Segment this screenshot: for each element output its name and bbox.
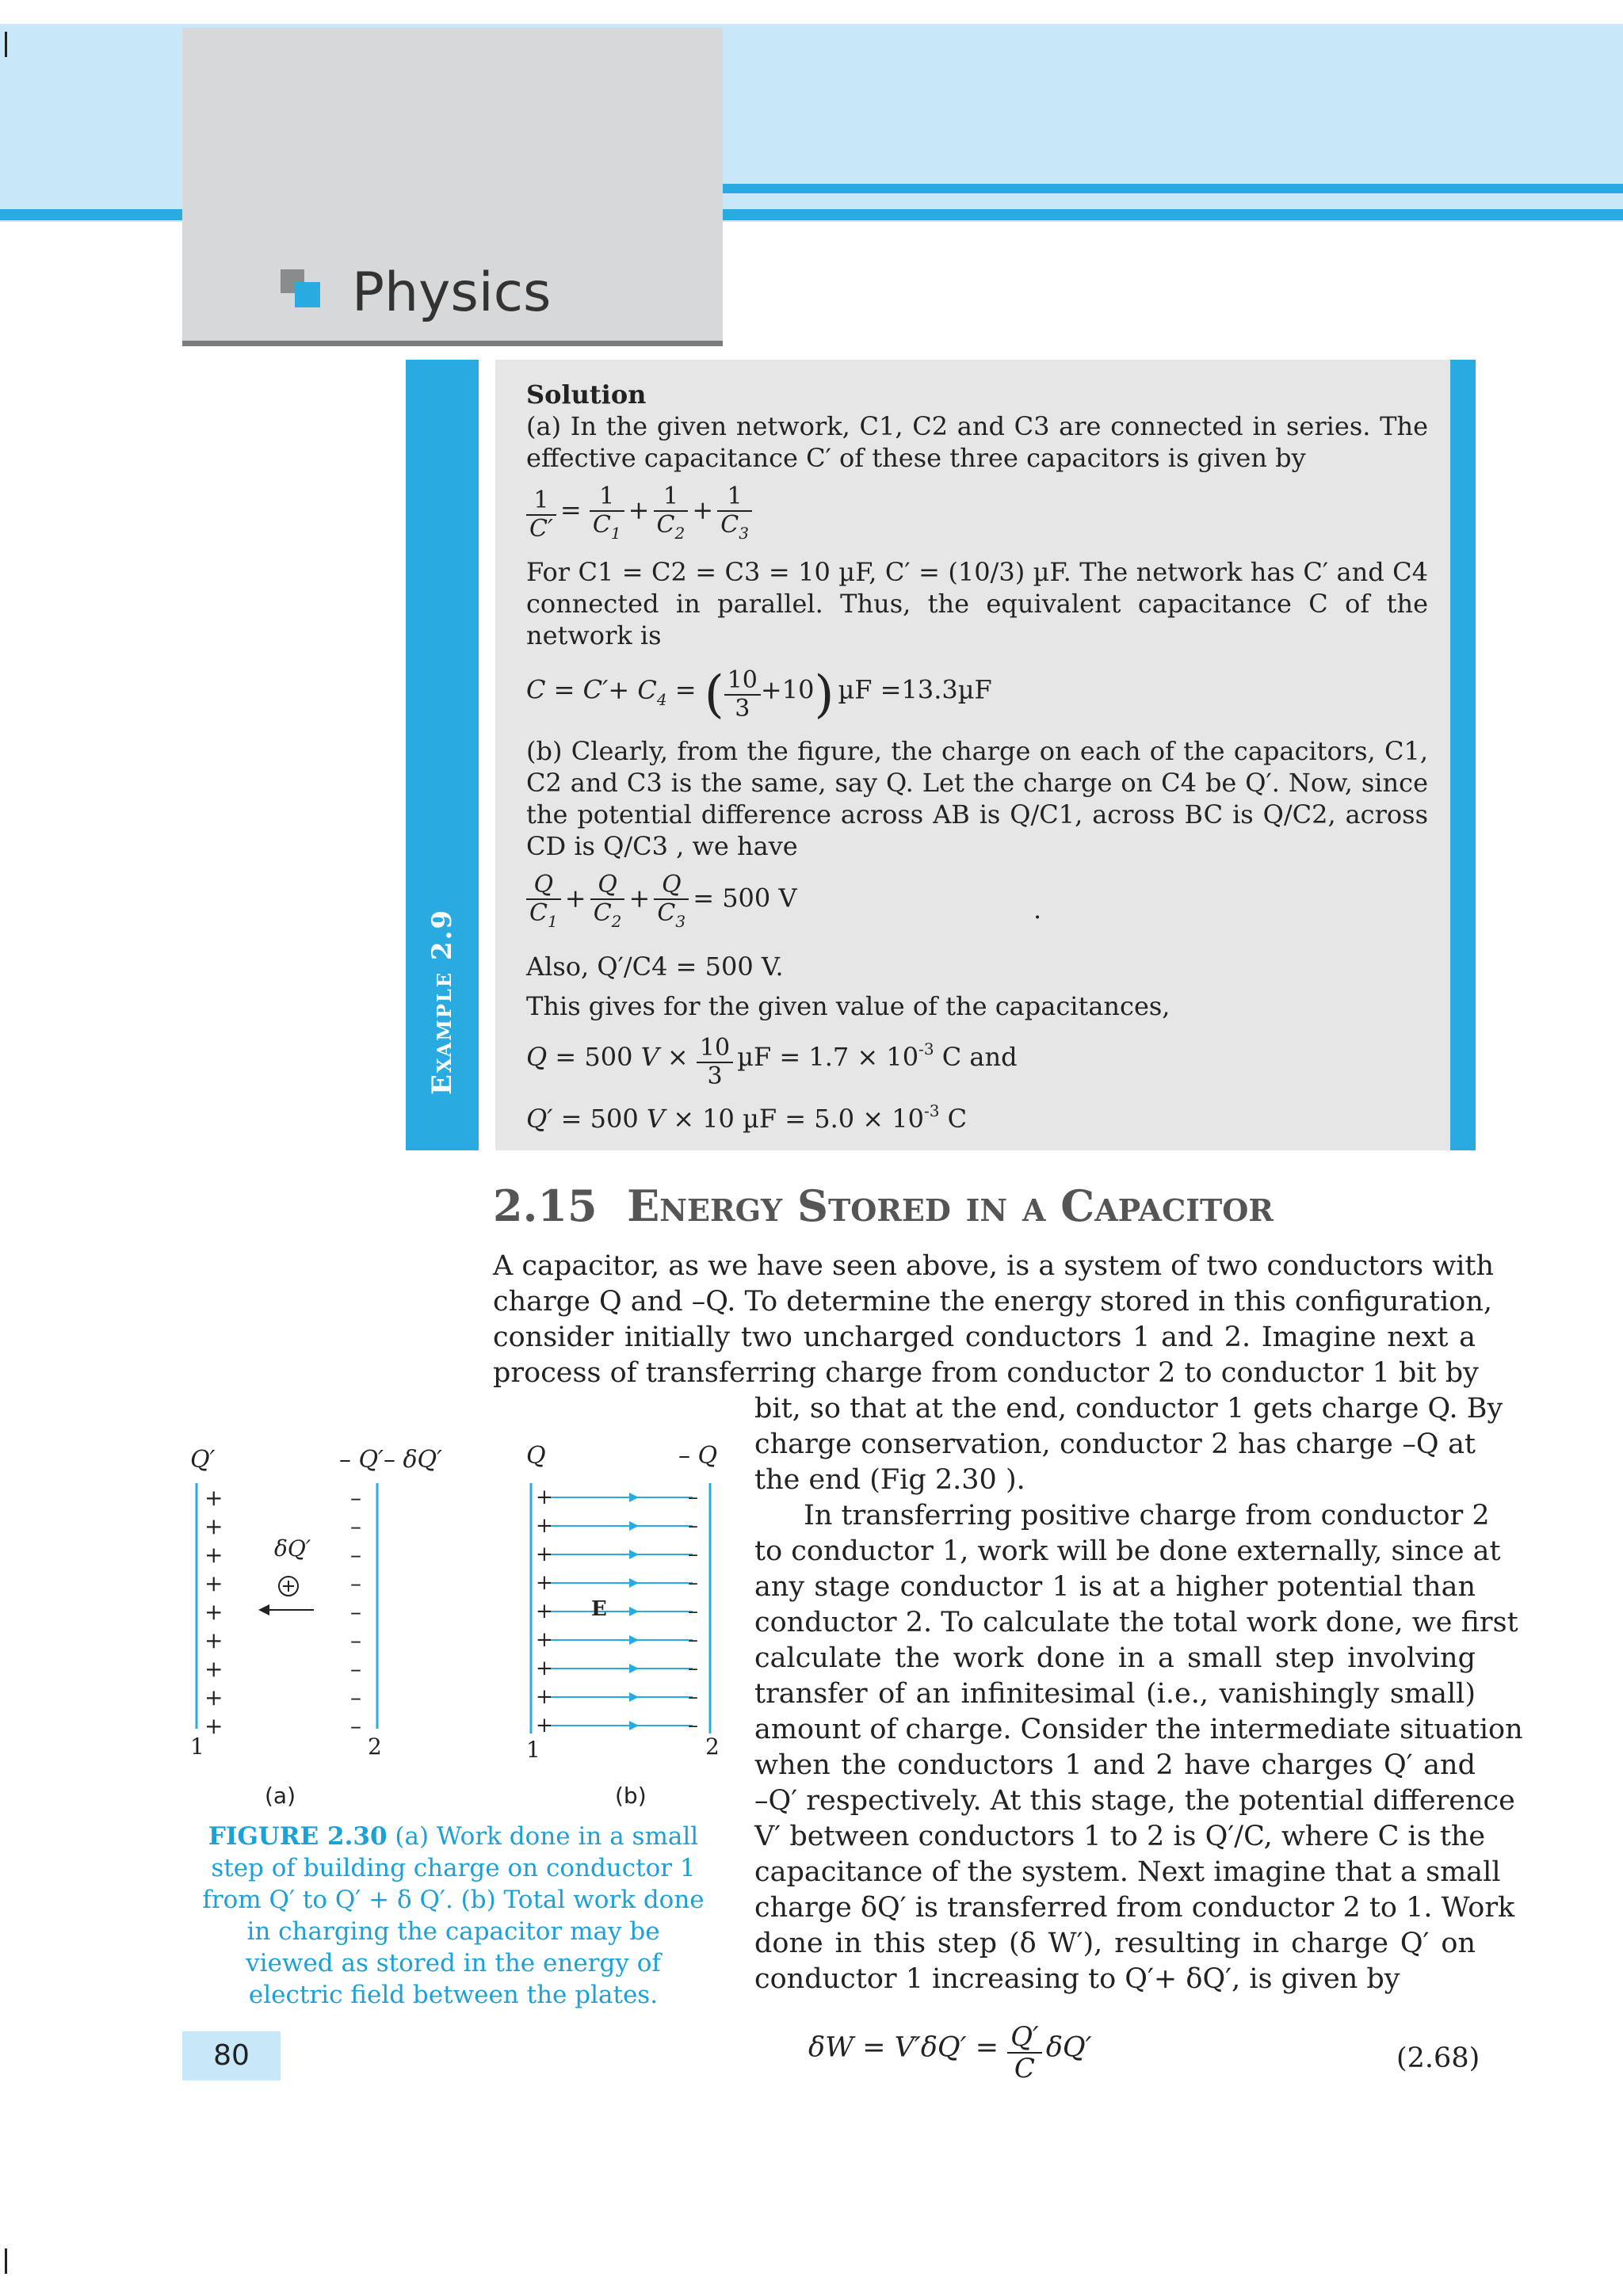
example-text-line: For C1 = C2 = C3 = 10 µF, C′ = (10/3) µF. The network has C′ and C4 [526, 557, 1428, 587]
body-text-line: capacitance of the system. Next imagine that a small [754, 1856, 1501, 1888]
example-text-line: (b) Clearly, from the figure, the charge on each of the capacitors, C1, [526, 736, 1428, 766]
minus-charges [688, 1486, 698, 1737]
body-text-line: charge conservation, conductor 2 has charge –Q at [754, 1428, 1476, 1460]
svg-text:–: – [688, 1571, 698, 1595]
body-text-line: amount of charge. Consider the intermediate situation [754, 1714, 1523, 1745]
crop-mark [5, 32, 7, 57]
svg-text:+: + [204, 1684, 223, 1711]
example-text-line: the potential difference across AB is Q/C1, across BC is Q/C2, across [526, 799, 1428, 830]
svg-text:+: + [204, 1656, 223, 1682]
body-text-line: A capacitor, as we have seen above, is a system of two conductors with [493, 1250, 1495, 1282]
svg-text:–: – [688, 1657, 698, 1680]
caption-line: from Q′ to Q′ + δ Q′. (b) Total work done [202, 1886, 705, 1914]
fig-a-plate2-label: 2 [368, 1733, 382, 1760]
body-text-line: bit, so that at the end, conductor 1 gets charge Q. By [754, 1393, 1503, 1425]
body-text-line: –Q′ respectively. At this stage, the potential difference [754, 1785, 1515, 1817]
body-text-line: transfer of an infinitesimal (i.e., vanishingly small) [754, 1678, 1476, 1710]
svg-text:+: + [536, 1628, 553, 1652]
example-text-line: C2 and C3 is the same, say Q. Let the charge on C4 be Q′. Now, since [526, 768, 1428, 798]
svg-text:+: + [536, 1514, 553, 1538]
svg-text:–: – [688, 1486, 698, 1509]
square-logo-icon [295, 282, 320, 307]
solution-heading: Solution [526, 379, 647, 410]
caption-line: in charging the capacitor may be [246, 1917, 660, 1946]
svg-text:–: – [688, 1714, 698, 1737]
svg-text:+: + [204, 1599, 223, 1625]
field-lines [548, 1497, 693, 1726]
svg-text:–: – [350, 1713, 361, 1739]
fig-b-plate1-label: 1 [526, 1737, 540, 1763]
svg-text:–: – [350, 1513, 361, 1539]
equation-2: $C = C'+ C_4$ = ( $\frac{10}{3}$ +10) µF =13.3µF [526, 666, 992, 724]
svg-text:+: + [536, 1486, 553, 1509]
body-text-line: to conductor 1, work will be done externally, since at [754, 1535, 1501, 1567]
caption-figure-number: FIGURE 2.30 [208, 1822, 388, 1851]
plus-charges [536, 1486, 553, 1737]
fig-b-diagram [520, 1474, 734, 1767]
svg-text:–: – [350, 1570, 361, 1596]
fig-a-left-label: Q′ [190, 1446, 216, 1474]
fig-b-field-label: E [591, 1597, 607, 1621]
figure-b [520, 1442, 734, 1775]
svg-text:–: – [688, 1514, 698, 1538]
example-text-line: CD is Q/C3 , we have [526, 831, 798, 861]
body-text-line: when the conductors 1 and 2 have charges Q′ and [754, 1749, 1476, 1781]
plus-charges [204, 1485, 223, 1739]
body-text-line: any stage conductor 1 is at a higher potential than [754, 1571, 1476, 1603]
caption-line: step of building charge on conductor 1 [211, 1854, 696, 1882]
svg-text:–: – [350, 1599, 361, 1625]
body-text-line: charge Q and –Q. To determine the energy stored in this configuration, [493, 1286, 1493, 1318]
svg-text:+: + [536, 1657, 553, 1680]
fig-a-plate1-label: 1 [190, 1733, 204, 1760]
equation-2-68: δW = V′δQ′ = $\frac{Q'}{C}$ δQ′ [808, 2021, 1092, 2084]
fig-a-sub: (a) [265, 1783, 296, 1809]
svg-text:+: + [536, 1714, 553, 1737]
body-text-line: process of transferring charge from conductor 2 to conductor 1 bit by [493, 1357, 1479, 1389]
svg-text:–: – [688, 1628, 698, 1652]
svg-text:–: – [350, 1627, 361, 1653]
svg-text:+: + [204, 1542, 223, 1568]
crop-mark [5, 2248, 7, 2274]
fig-a-charge-label: δQ′ [274, 1535, 311, 1562]
header-title: Physics [352, 261, 552, 324]
example-right-bar [1450, 360, 1476, 1150]
svg-text:+: + [204, 1570, 223, 1596]
body-text-line: In transferring positive charge from conductor 2 [804, 1500, 1490, 1531]
svg-text:+: + [204, 1513, 223, 1539]
stray-dot: . [1033, 894, 1042, 925]
svg-text:–: – [350, 1656, 361, 1682]
minus-charges [350, 1485, 361, 1739]
svg-text:–: – [350, 1684, 361, 1711]
example-text-line: connected in parallel. Thus, the equivalent capacitance C of the [526, 589, 1428, 619]
fig-a-diagram [187, 1474, 456, 1767]
page-number: 80 [182, 2031, 281, 2081]
example-text-line: (a) In the given network, C1, C2 and C3 are connected in series. The [526, 411, 1428, 441]
field-arrows [629, 1493, 639, 1730]
equation-5: Q′ = 500 V × 10 $\mu F = 5.0 \times 10^{-3}$ C [526, 1101, 968, 1134]
svg-text:+: + [536, 1685, 553, 1709]
example-label: Example 2.9 [426, 908, 458, 1095]
example-text-line: Also, Q′/C4 = 500 V. [526, 952, 784, 982]
svg-text:+: + [204, 1485, 223, 1511]
body-text-line: the end (Fig 2.30 ). [754, 1464, 1025, 1496]
equation-3: $\frac{Q}{C_1}$ + $\frac{Q}{C_2}$ + $\frac{Q}{C_3}$ = 500 V [526, 871, 797, 935]
example-text-line: effective capacitance C′ of these three capacitors is given by [526, 443, 1306, 473]
svg-text:+: + [204, 1713, 223, 1739]
body-text-line: consider initially two uncharged conductors 1 and 2. Imagine next a [493, 1322, 1476, 1353]
figure-a [187, 1442, 456, 1775]
svg-text:+: + [536, 1543, 553, 1566]
equation-number: (2.68) [1396, 2042, 1480, 2074]
fig-b-plate2-label: 2 [705, 1733, 720, 1760]
svg-text:–: – [688, 1600, 698, 1623]
caption-line: viewed as stored in the energy of [246, 1949, 661, 1978]
example-text-line: This gives for the given value of the capacitances, [526, 991, 1170, 1021]
figure-caption [187, 1821, 720, 2011]
svg-text:+: + [536, 1600, 553, 1623]
body-text-line: conductor 2. To calculate the total work done, we first [754, 1607, 1518, 1638]
fig-b-sub: (b) [615, 1783, 647, 1809]
svg-text:+: + [536, 1571, 553, 1595]
svg-text:–: – [688, 1685, 698, 1709]
body-text-line: V′ between conductors 1 to 2 is Q′/C, where C is the [754, 1821, 1486, 1852]
body-text-line: charge δQ′ is transferred from conductor 2 to 1. Work [754, 1892, 1515, 1924]
fig-b-right-label: – Q [678, 1442, 718, 1470]
header-stripe [721, 184, 1623, 193]
svg-text:–: – [350, 1485, 361, 1511]
equation-1: $\frac{1}{C'}$ = $\frac{1}{C_1}$ + $\frac{1}{C_2}$ + $\frac{1}{C_3}$ [526, 483, 752, 547]
section-title: 2.15 Energy Stored in a Capacitor [493, 1180, 1274, 1231]
caption-line: FIGURE 2.30 (a) Work done in a small [208, 1822, 699, 1851]
svg-text:–: – [688, 1543, 698, 1566]
svg-text:+: + [204, 1627, 223, 1653]
caption-line: electric field between the plates. [248, 1981, 659, 2009]
body-text-line: conductor 1 increasing to Q′+ δQ′, is given by [754, 1963, 1400, 1995]
svg-text:–: – [350, 1542, 361, 1568]
body-text-line: done in this step (δ W′), resulting in charge Q′ on [754, 1928, 1476, 1959]
body-text-line: calculate the work done in a small step involving [754, 1642, 1476, 1674]
fig-a-right-label: – Q′– δQ′ [339, 1446, 442, 1474]
example-text-line: network is [526, 620, 662, 650]
equation-text-alt [0, 0, 1, 1]
equation-4: Q = 500 V × $\frac{10}{3}$ $\mu F = 1.7 \times 10^{-3}$ C and [526, 1033, 1018, 1090]
fig-b-left-label: Q [526, 1442, 546, 1470]
